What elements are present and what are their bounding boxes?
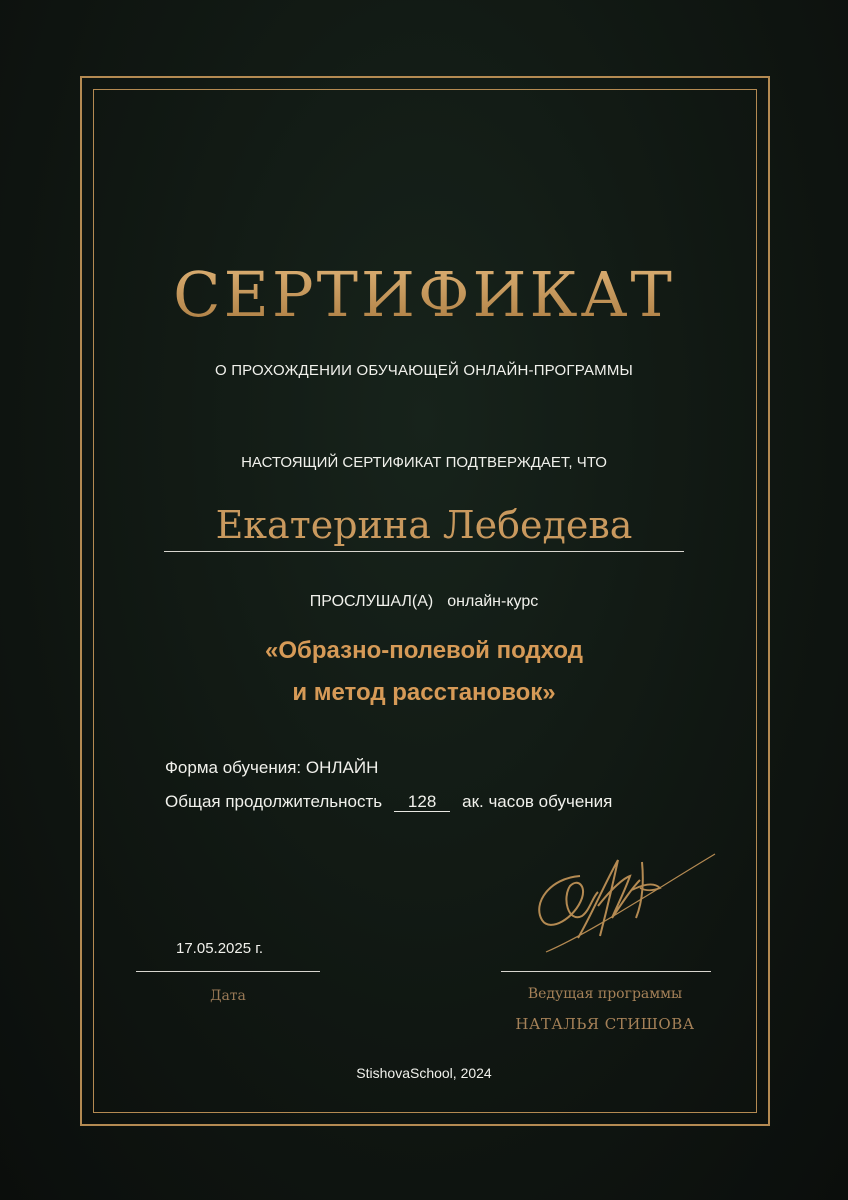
signature-underline: [501, 971, 711, 972]
certificate-subtitle: О ПРОХОЖДЕНИИ ОБУЧАЮЩЕЙ ОНЛАЙН-ПРОГРАММЫ: [214, 362, 634, 379]
duration-hours: 128: [394, 793, 450, 812]
program-lead-role: Ведущая программы: [527, 986, 683, 1002]
recipient-name: Екатерина Лебедева: [215, 503, 633, 547]
footer-text: StishovaSchool, 2024: [356, 1065, 492, 1081]
signature-image: [520, 848, 720, 958]
course-title: [0, 630, 848, 714]
recipient-name-underline: [164, 551, 684, 552]
listened-line: [0, 593, 848, 611]
study-form: Форма обучения: ОНЛАЙН: [165, 758, 379, 777]
date-label: Дата: [210, 988, 246, 1004]
course-title-line-2: и метод расстановок»: [292, 679, 556, 706]
course-title-line-1: «Образно-полевой подход: [265, 637, 583, 664]
date-value: 17.05.2025 г.: [176, 940, 264, 957]
confirmation-text: НАСТОЯЩИЙ СЕРТИФИКАТ ПОДТВЕРЖДАЕТ, ЧТО: [241, 454, 607, 471]
certificate-title: СЕРТИФИКАТ: [0, 258, 848, 331]
duration-unit: ак. часов обучения: [462, 792, 613, 811]
listened-label: ПРОСЛУШАЛ(А): [309, 593, 434, 610]
date-underline: [136, 971, 320, 972]
program-lead-name: НАТАЛЬЯ СТИШОВА: [515, 1015, 695, 1033]
course-type: онлайн-курс: [447, 593, 539, 610]
study-duration: [165, 792, 612, 812]
duration-label: Общая продолжительность: [165, 792, 383, 811]
